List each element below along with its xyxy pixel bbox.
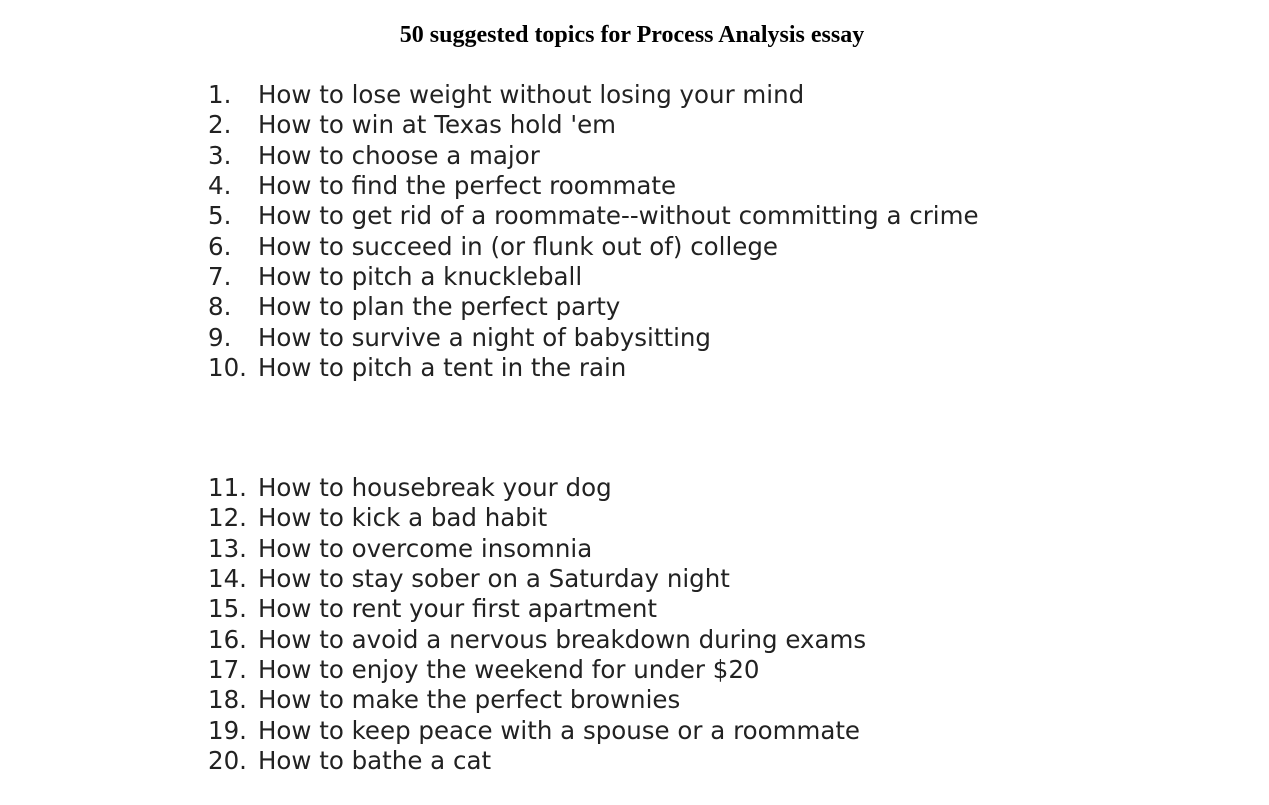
list-item-text: How to find the perfect roommate (258, 171, 677, 201)
list-item-number: 14. (208, 564, 247, 594)
list-item-text: How to enjoy the weekend for under $20 (258, 655, 760, 685)
list-item (208, 564, 866, 594)
list-item-text: How to plan the perfect party (258, 292, 621, 322)
list-item-number: 7. (208, 262, 232, 292)
list-item (208, 141, 979, 171)
list-item (208, 625, 866, 655)
list-item-text: How to housebreak your dog (258, 473, 612, 502)
list-item (208, 534, 866, 564)
list-item-number: 20. (208, 746, 247, 776)
list-item-number: 18. (208, 685, 247, 715)
list-item (208, 503, 866, 533)
list-item-number: 12. (208, 503, 247, 533)
list-item-text: How to pitch a knuckleball (258, 262, 583, 292)
list-item-text: How to succeed in (or flunk out of) college (258, 231, 778, 261)
topic-list-11-20 (208, 473, 866, 776)
list-item-text: How to get rid of a roommate--without committing a crime (258, 201, 979, 231)
list-item-number: 13. (208, 533, 247, 563)
list-item-number: 2. (208, 110, 232, 140)
list-item (208, 171, 979, 201)
list-item (208, 353, 979, 383)
list-item-number: 4. (208, 171, 232, 201)
list-item-text: How to choose a major (258, 140, 540, 170)
list-item-number: 17. (208, 655, 247, 685)
topic-list-1-10 (208, 80, 979, 383)
list-item (208, 262, 979, 292)
list-item (208, 80, 979, 110)
list-item-text: How to survive a night of babysitting (258, 322, 711, 352)
list-item-number: 15. (208, 594, 247, 624)
list-item (208, 655, 866, 685)
list-item (208, 232, 979, 262)
list-item-text: How to overcome insomnia (258, 533, 593, 563)
list-item-number: 9. (208, 322, 232, 352)
list-item (208, 746, 866, 776)
list-item (208, 716, 866, 746)
list-item-text: How to keep peace with a spouse or a roommate (258, 715, 861, 745)
list-item (208, 685, 866, 715)
list-item-number: 8. (208, 292, 232, 322)
list-item (208, 201, 979, 231)
list-item-number: 5. (208, 201, 232, 231)
list-item-text: How to make the perfect brownies (258, 685, 681, 715)
list-item (208, 110, 979, 140)
list-item (208, 473, 866, 503)
list-item (208, 323, 979, 353)
page-title: 50 suggested topics for Process Analysis essay (399, 22, 865, 48)
list-item-text: How to pitch a tent in the rain (258, 353, 627, 383)
list-item-number: 11. (208, 473, 247, 502)
list-item-text: How to win at Texas hold 'em (258, 110, 617, 140)
list-item-text: How to bathe a cat (258, 746, 492, 776)
list-item-number: 19. (208, 715, 247, 745)
list-item-text: How to stay sober on a Saturday night (258, 564, 730, 594)
list-item-number: 10. (208, 353, 247, 383)
list-item-number: 1. (208, 80, 232, 109)
list-item-number: 16. (208, 624, 247, 654)
list-item (208, 292, 979, 322)
list-item (208, 594, 866, 624)
list-item-text: How to kick a bad habit (258, 503, 548, 533)
list-item-number: 3. (208, 140, 232, 170)
list-item-text: How to lose weight without losing your mind (258, 80, 805, 109)
list-item-number: 6. (208, 231, 232, 261)
list-item-text: How to rent your first apartment (258, 594, 658, 624)
list-item-text: How to avoid a nervous breakdown during exams (258, 624, 867, 654)
